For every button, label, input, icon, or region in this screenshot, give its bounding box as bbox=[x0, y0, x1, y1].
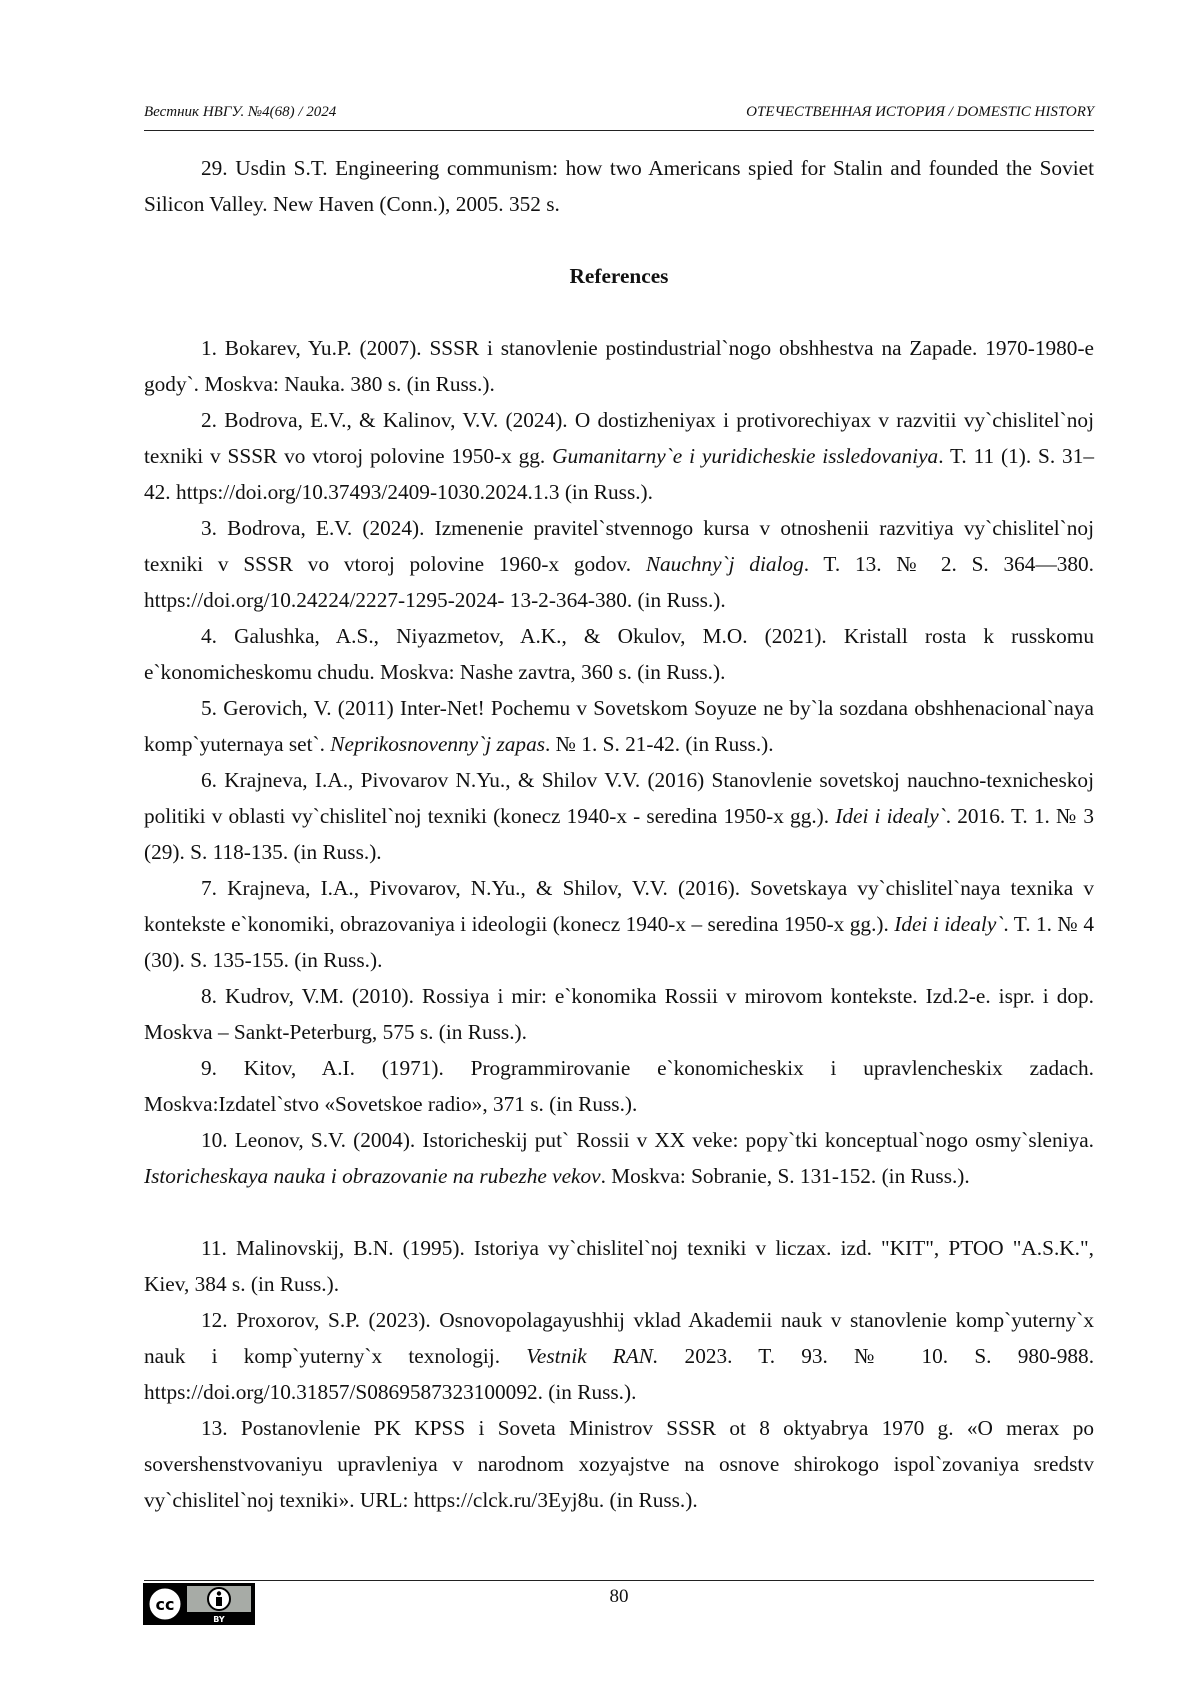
previous-list-item: 29. Usdin S.T. Engineering communism: how two Americans spied for Stalin and founded the Soviet Silicon Valley. New Haven (Conn.), 2005. 352 s. bbox=[144, 156, 1094, 216]
reference-item: 3. Bodrova, E.V. (2024). Izmenenie pravitel`stvennogo kursa v otnoshenii razvitiya vy`chislitel`noj texniki v SSSR vo vtoroj polovine 1960-x godov. Nauchny`j dialog. T. 13. № 2. S. 364—380. https://doi.org/10.24224/2227-1295-2024- 13-2-364-380. (in Russ.). bbox=[144, 516, 1095, 612]
header-divider bbox=[144, 130, 1094, 131]
reference-item: 11. Malinovskij, B.N. (1995). Istoriya vy`chislitel`noj texniki v liczax. izd. "KIT", PTOO "A.S.K.", Kiev, 384 s. (in Russ.). bbox=[144, 1236, 1094, 1296]
reference-item: 7. Krajneva, I.A., Pivovarov, N.Yu., & Shilov, V.V. (2016). Sovetskaya vy`chislitel`naya texnika v kontekste e`konomiki, obrazovaniya i ideologii (konecz 1940-x – seredina 1950-x gg.). Idei i idealy`. T. 1. № 4 (30). S. 135-155. (in Russ.). bbox=[144, 876, 1094, 972]
footer-divider bbox=[144, 1580, 1094, 1581]
reference-item: 8. Kudrov, V.M. (2010). Rossiya i mir: e`konomika Rossii v mirovom kontekste. Izd.2-e. ispr. i dop. Moskva – Sankt-Peterburg, 575 s. (in Russ.). bbox=[144, 984, 1094, 1044]
running-header bbox=[144, 104, 1094, 121]
reference-item: 6. Krajneva, I.A., Pivovarov N.Yu., & Shilov V.V. (2016) Stanovlenie sovetskoj nauchno-texnicheskoj politiki v oblasti vy`chislitel`noj texniki (konecz 1940-x - seredina 1950-x gg.). Idei i idealy`. 2016. T. 1. № 3 (29). S. 118-135. (in Russ.). bbox=[144, 768, 1094, 864]
reference-item: 1. Bokarev, Yu.P. (2007). SSSR i stanovlenie postindustrial`nogo obshhestva na Zapade. 1970-1980-e gody`. Moskva: Nauka. 380 s. (in Russ.). bbox=[144, 336, 1094, 396]
references-heading: References bbox=[569, 264, 669, 288]
reference-item: 13. Postanovlenie PK KPSS i Soveta Ministrov SSSR ot 8 oktyabrya 1970 g. «O merax po sovershenstvovaniyu upravleniya v narodnom xozyajstve na osnove shirokogo ispol`zovaniya sredstv vy`chislitel`noj texniki». URL: https://clck.ru/3Eyj8u. (in Russ.). bbox=[144, 1416, 1094, 1512]
svg-text:cc: cc bbox=[155, 1595, 175, 1614]
reference-item: 5. Gerovich, V. (2011) Inter-Net! Pochemu v Sovetskom Soyuze ne by`la sozdana obshhenacional`naya komp`yuternaya set`. Neprikosnovenny`j zapas. № 1. S. 21-42. (in Russ.). bbox=[144, 696, 1094, 756]
reference-item: 9. Kitov, A.I. (1971). Programmirovanie e`konomicheskix i upravlencheskix zadach. Moskva:Izdatel`stvo «Sovetskoe radio», 371 s. (in Russ.). bbox=[144, 1056, 1094, 1116]
reference-item: 10. Leonov, S.V. (2004). Istoricheskij put` Rossii v XX veke: popy`tki konceptual`nogo osmy`sleniya. Istoricheskaya nauka i obrazovanie na rubezhe vekov. Moskva: Sobranie, S. 131-152. (in Russ.). bbox=[144, 1128, 1094, 1188]
page-number: 80 bbox=[609, 1586, 629, 1607]
reference-item: 12. Proxorov, S.P. (2023). Osnovopolagayushhij vklad Akademii nauk v stanovlenie komp`yuterny`x nauk i komp`yuterny`x texnologij. Vestnik RAN. 2023. T. 93. № 10. S. 980-988. https://doi.org/10.31857/S0869587323100092. (in Russ.). bbox=[144, 1308, 1095, 1404]
reference-item: 2. Bodrova, E.V., & Kalinov, V.V. (2024). O dostizheniyax i protivorechiyax v razvitii vy`chislitel`noj texniki v SSSR vo vtoroj polovine 1950-x gg. Gumanitarny`e i yuridicheskie issledovaniya. T. 11 (1). S. 31–42. https://doi.org/10.37493/2409-1030.2024.1.3 (in Russ.). bbox=[144, 408, 1094, 504]
section-title: ОТЕЧЕСТВЕННАЯ ИСТОРИЯ / DOMESTIC HISTORY bbox=[746, 104, 1094, 120]
reference-item: 4. Galushka, A.S., Niyazmetov, A.K., & Okulov, M.O. (2021). Kristall rosta k russkomu e`konomicheskomu chudu. Moskva: Nashe zavtra, 360 s. (in Russ.). bbox=[144, 624, 1094, 684]
journal-title: Вестник НВГУ. №4(68) / 2024 bbox=[144, 104, 337, 120]
svg-text:BY: BY bbox=[213, 1615, 225, 1624]
